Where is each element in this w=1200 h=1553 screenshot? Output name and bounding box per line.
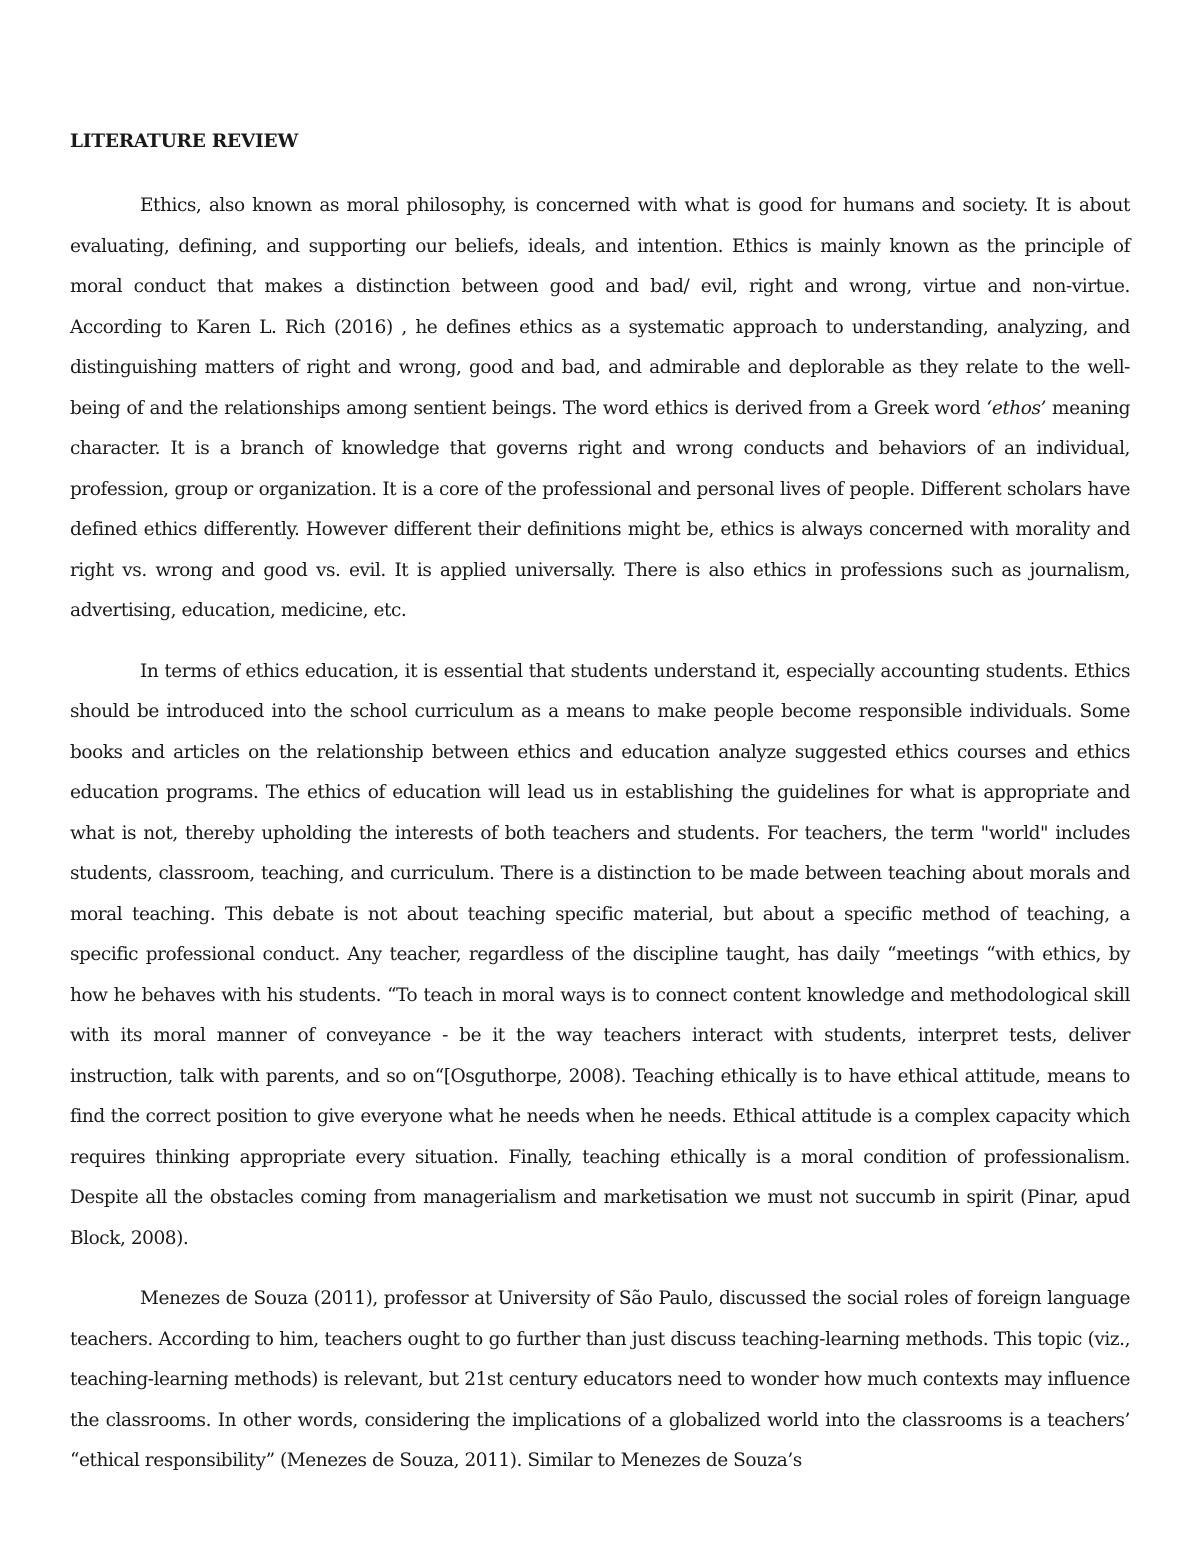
paragraph-1-part-1: Ethics, also known as moral philosophy, is concerned with what is good for humans and society. It is about evaluating, defining, and supporting our beliefs, ideals, and intention. Ethics is mainly known as the principle of moral conduct that makes a distinction between good and bad/ evil, right and wrong, virtue and non-virtue. According to Karen L. Rich (2016) , he defines ethics as a systematic approach to understanding, analyzing, and distinguishing matters of right and wrong, good and bad, and admirable and deplorable as they relate to the well-being of and the relationships among sentient beings. The word ethics is derived from a Greek word [70,195,1130,419]
paragraph-1-part-2: meaning character. It is a branch of knowledge that governs right and wrong conducts and behaviors of an individual, profession, group or organization. It is a core of the professional and personal lives of people. Different scholars have defined ethics differently. However different their definitions might be, ethics is always concerned with morality and right vs. wrong and good vs. evil. It is applied universally. There is also ethics in professions such as journalism, advertising, education, medicine, etc. [70,397,1130,621]
paragraph-menezes-de-souza: Menezes de Souza (2011), professor at University of São Paulo, discussed the social roles of foreign language teachers. According to him, teachers ought to go further than just discuss teaching-learning methods. This topic (viz., teaching-learning methods) is relevant, but 21st century educators need to wonder how much contexts may influence the classrooms. In other words, considering the implications of a globalized world into the classrooms is a teachers’ “ethical responsibility” (Menezes de Souza, 2011). Similar to Menezes de Souza’s [70,1288,1130,1471]
document-page [70,128,1130,1502]
section-heading: LITERATURE REVIEW [70,131,299,152]
paragraph-ethics-definition [70,186,1130,632]
ethos-term: ‘ethos’ [986,397,1046,419]
paragraph-ethics-education: In terms of ethics education, it is essential that students understand it, especially accounting students. Ethics should be introduced into the school curriculum as a means to make people become responsible individuals. Some books and articles on the relationship between ethics and education analyze suggested ethics courses and ethics education programs. The ethics of education will lead us in establishing the guidelines for what is appropriate and what is not, thereby upholding the interests of both teachers and students. For teachers, the term "world" includes students, classroom, teaching, and curriculum. There is a distinction to be made between teaching about morals and moral teaching. This debate is not about teaching specific material, but about a specific method of teaching, a specific professional conduct. Any teacher, regardless of the discipline taught, has daily “meetings “with ethics, by how he behaves with his students. “To teach in moral ways is to connect content knowledge and methodological skill with its moral manner of conveyance - be it the way teachers interact with students, interpret tests, deliver instruction, talk with parents, and so on“[Osguthorpe, 2008). Teaching ethically is to have ethical attitude, means to find the correct position to give everyone what he needs when he needs. Ethical attitude is a complex capacity which requires thinking appropriate every situation. Finally, teaching ethically is a moral condition of professionalism. Despite all the obstacles coming from managerialism and marketisation we must not succumb in spirit (Pinar, apud Block, 2008). [70,660,1130,1249]
